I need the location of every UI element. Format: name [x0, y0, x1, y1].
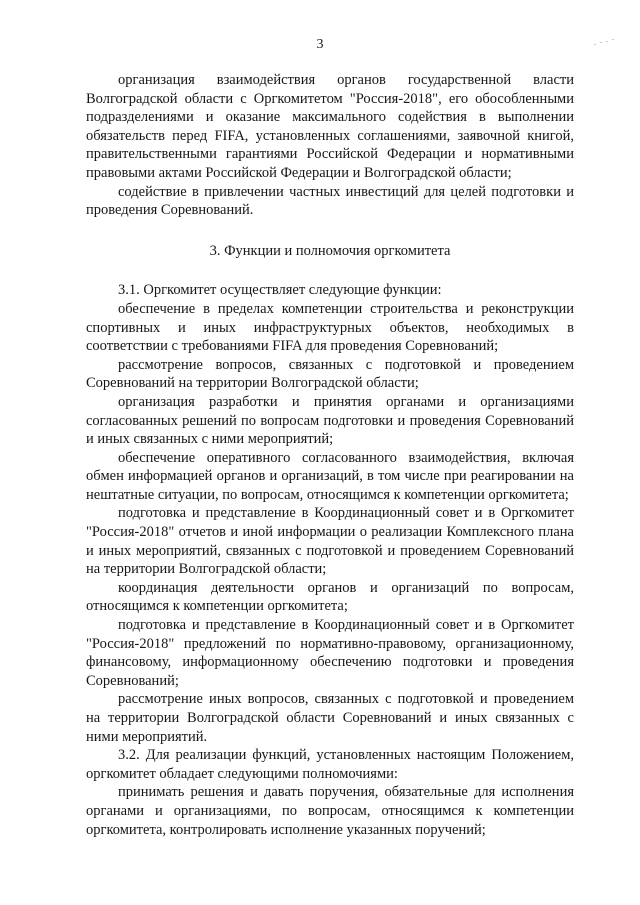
paragraph-investments: содействие в привлечении частных инвестиций для целей подготовки и проведения Соревнований. [86, 183, 574, 219]
section-heading: 3. Функции и полномочия оргкомитета [209, 242, 451, 259]
paragraph-construction: обеспечение в пределах компетенции строительства и реконструкции спортивных и иных инфраструктурных объектов, необходимых в соответствии с требованиями FIFA для проведения Соревнований; [86, 300, 574, 355]
scan-artifact [592, 38, 618, 48]
paragraph-decisions-powers: принимать решения и давать поручения, обязательные для исполнения органами и организациями, по вопросам, относящимся к компетенции оргкомитета, контролировать исполнение указанных поручений; [86, 784, 574, 838]
paragraph-reports: подготовка и представление в Координационный совет и в Оргкомитет "Россия-2018" отчетов и иной информации о реализации Комплексного плана и иных мероприятий, связанных с подготовкой и проведением Соревнований на территории Волгоградской области; [86, 505, 574, 578]
paragraph-3-2-intro: 3.2. Для реализации функций, установленных настоящим Положением, оргкомитет обладает следующими полномочиями: [86, 747, 574, 782]
paragraph-decisions: организация разработки и принятия органами и организациями согласованных решений по вопросам подготовки и проведения Соревнований и иных связанных с ними мероприятий; [86, 393, 574, 448]
paragraph-3-1-intro: 3.1. Оргкомитет осуществляет следующие функции: [118, 282, 442, 299]
page-number: 3 [316, 37, 324, 52]
document-body [86, 71, 574, 839]
paragraph-other-issues: рассмотрение иных вопросов, связанных с подготовкой и проведением на территории Волгоградской области Соревнований и иных связанных с ними мероприятий. [86, 691, 574, 745]
paragraph-coordination-activity: координация деятельности органов и организаций по вопросам, относящимся к компетенции оргкомитета; [86, 579, 574, 615]
paragraph-interaction: обеспечение оперативного согласованного взаимодействия, включая обмен информацией органов и организаций, в том числе при реагировании на нештатные ситуации, по вопросам, относящимся к компетенции оргкомитета; [86, 449, 574, 503]
paragraph-review: рассмотрение вопросов, связанных с подготовкой и проведением Соревнований на территории Волгоградской области; [86, 356, 574, 392]
paragraph-coordination: организация взаимодействия органов государственной власти Волгоградской области с Оргкомитетом "Россия-2018", его обособленными подразделениями и оказание максимального содействия в выполнении обязательств перед FIFA, установленных соглашениями, заявочной книгой, правительственными гарантиями Российской Федерации и нормативными правовыми актами Российской Федерации и Волгоградской области; [86, 72, 574, 181]
paragraph-proposals: подготовка и представление в Координационный совет и в Оргкомитет "Россия-2018" предложений по нормативно-правовому, организационному, финансовому, информационному обеспечению подготовки и проведения Соревнований; [86, 617, 574, 689]
